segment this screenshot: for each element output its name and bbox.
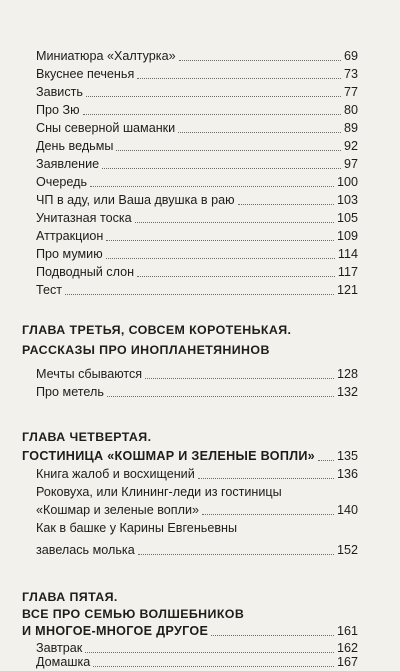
dot-leader [85, 652, 334, 653]
toc-entry-title: Очередь [36, 175, 88, 189]
toc-entry [36, 384, 358, 401]
toc-entry-page: 73 [343, 67, 358, 81]
toc-entry-title: ГОСТИНИЦА «КОШМАР И ЗЕЛЕНЫЕ ВОПЛИ» [22, 449, 315, 463]
toc-entry-page: 80 [343, 103, 358, 117]
toc-entry-title-line: Роковуха, или Клининг-леди из гостиницы [36, 485, 282, 499]
toc-entry [36, 84, 358, 101]
toc-entry [36, 228, 358, 245]
toc-entry-title: Миниатюра «Халтурка» [36, 49, 176, 63]
dot-leader [137, 78, 341, 79]
toc-entry-title: Домашка [36, 655, 91, 669]
dot-leader [65, 294, 334, 295]
dot-leader [106, 240, 334, 241]
toc-entry-page: 97 [343, 157, 358, 171]
toc-entry-page: 132 [336, 385, 358, 399]
toc-entry-title: Мечты сбываются [36, 367, 143, 381]
toc-entry [36, 156, 358, 173]
chapter4-heading-entry [22, 448, 358, 465]
toc-entry [36, 264, 358, 281]
toc-entry-title: «Кошмар и зеленые вопли» [36, 503, 199, 517]
dot-leader [116, 150, 341, 151]
toc-entry [36, 366, 358, 383]
toc-entry-page: 92 [343, 139, 358, 153]
dot-leader [145, 378, 334, 379]
toc-entry [36, 502, 358, 519]
toc-entry-page: 161 [336, 624, 358, 638]
toc-entry-title: День ведьмы [36, 139, 114, 153]
dot-leader [83, 114, 341, 115]
toc-entry [36, 657, 358, 671]
toc-entry-title: Подводный слон [36, 265, 135, 279]
dot-leader [318, 460, 334, 461]
toc-entry-page: 117 [337, 265, 358, 279]
toc-entry [36, 48, 358, 65]
toc-entry-page: 135 [336, 449, 358, 463]
toc-entry-page: 140 [336, 503, 358, 517]
chapter5-heading-entry [22, 623, 358, 640]
dot-leader [198, 478, 334, 479]
toc-entry [36, 102, 358, 119]
toc-entry-title: Книга жалоб и восхищений [36, 467, 195, 481]
toc-entry-page: 167 [336, 655, 358, 669]
dot-leader [106, 258, 335, 259]
toc-entry-page: 136 [336, 467, 358, 481]
toc-entry-page: 103 [336, 193, 358, 207]
toc-entry-page: 121 [336, 283, 358, 297]
toc-entry-page: 69 [343, 49, 358, 63]
toc-entry-title: Аттракцион [36, 229, 104, 243]
toc-entry-page: 162 [336, 641, 358, 655]
toc-entry-page: 100 [336, 175, 358, 189]
chapter5-heading-line2: ВСЕ ПРО СЕМЬЮ ВОЛШЕБНИКОВ [22, 607, 245, 621]
dot-leader [179, 60, 341, 61]
toc-entry-page: 128 [336, 367, 358, 381]
dot-leader [107, 396, 334, 397]
toc-entry-title: ЧП в аду, или Ваша двушка в раю [36, 193, 235, 207]
toc-entry-page: 105 [336, 211, 358, 225]
dot-leader [238, 204, 334, 205]
chapter4-heading-line1: ГЛАВА ЧЕТВЕРТАЯ. [22, 430, 152, 444]
toc-entry-title: Унитазная тоска [36, 211, 132, 225]
toc-entry-title: Сны северной шаманки [36, 121, 176, 135]
toc-entry [36, 138, 358, 155]
toc-entry [36, 192, 358, 209]
toc-entry [36, 66, 358, 83]
toc-entry [36, 210, 358, 227]
dot-leader [102, 168, 341, 169]
dot-leader [202, 514, 334, 515]
toc-entry [36, 246, 358, 263]
dot-leader [138, 554, 334, 555]
toc-entry-title: Тест [36, 283, 63, 297]
toc-entry [36, 466, 358, 483]
toc-entry-title: Про метель [36, 385, 104, 399]
toc-entry-title: Вкуснее печенья [36, 67, 135, 81]
toc-entry-title-line: Как в башке у Карины Евгеньевны [36, 521, 238, 535]
dot-leader [135, 222, 334, 223]
toc-entry-title: Завтрак [36, 641, 83, 655]
toc-entry-title: завелась молька [36, 543, 135, 557]
toc-entry [36, 542, 358, 559]
toc-entry-title: Заявление [36, 157, 100, 171]
toc-entry-page: 77 [343, 85, 358, 99]
dot-leader [211, 635, 334, 636]
toc-entry-title: Про Зю [36, 103, 80, 117]
toc-entry-title: Зависть [36, 85, 83, 99]
toc-entry-title: Про мумию [36, 247, 103, 261]
dot-leader [86, 96, 341, 97]
toc-entry [36, 120, 358, 137]
toc-entry-page: 109 [336, 229, 358, 243]
toc-entry [36, 174, 358, 191]
chapter5-heading-line1: ГЛАВА ПЯТАЯ. [22, 590, 118, 604]
toc-entry-title: И МНОГОЕ-МНОГОЕ ДРУГОЕ [22, 624, 209, 638]
toc-entry [36, 282, 358, 299]
chapter3-heading-line2: РАССКАЗЫ ПРО ИНОПЛАНЕТЯНИНОВ [22, 343, 270, 357]
dot-leader [93, 666, 334, 667]
toc-entry-page: 152 [336, 543, 358, 557]
dot-leader [178, 132, 341, 133]
dot-leader [90, 186, 334, 187]
dot-leader [137, 276, 335, 277]
chapter3-heading-line1: ГЛАВА ТРЕТЬЯ, СОВСЕМ КОРОТЕНЬКАЯ. [22, 323, 292, 337]
toc-entry-page: 114 [337, 247, 358, 261]
toc-entry-page: 89 [343, 121, 358, 135]
